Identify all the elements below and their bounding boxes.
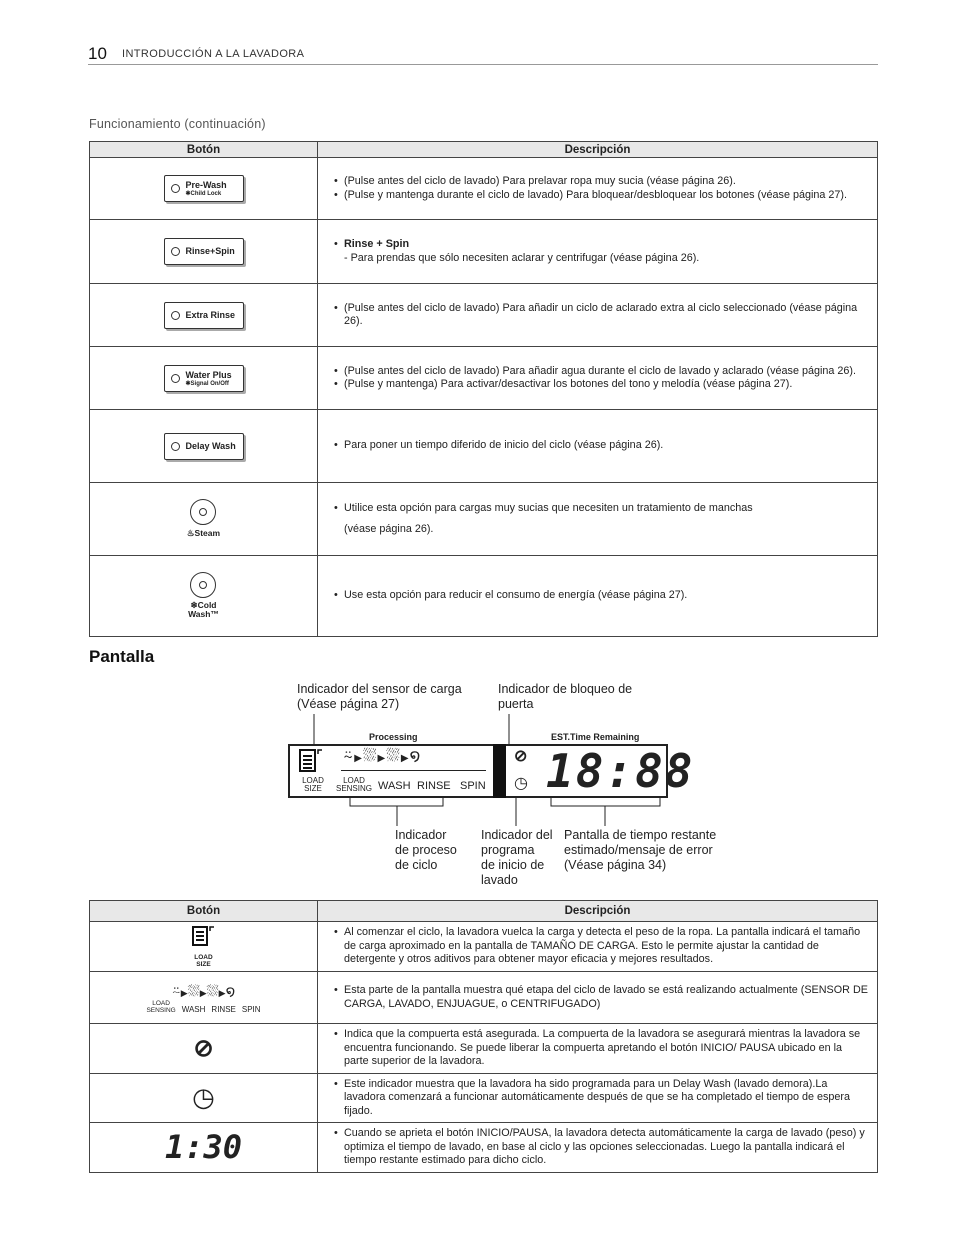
desc-text: Este indicador muestra que la lavadora ha sido programada para un Delay Wash (lavado demora).La lavadora comenzará a funcionar automáticamente después de que se ha completado el tiempo de espera fijado. bbox=[344, 1077, 850, 1117]
arrow-icon: ▶ bbox=[199, 987, 207, 998]
round-button-icon bbox=[190, 572, 216, 598]
bullet-icon: • bbox=[334, 1028, 338, 1040]
callout-program bbox=[481, 828, 553, 888]
wash-icon: ⛆ bbox=[362, 746, 378, 765]
callout-text: de proceso bbox=[395, 843, 457, 857]
button-label: Rinse+Spin bbox=[185, 246, 235, 256]
callout-text: Indicador bbox=[395, 828, 447, 842]
table-row bbox=[90, 158, 878, 220]
label-text: LOAD bbox=[302, 776, 324, 785]
table-row bbox=[90, 922, 878, 972]
desc-title: Rinse + Spin bbox=[344, 238, 410, 250]
label-text: SENSING bbox=[146, 1006, 176, 1014]
callout-text: Indicador del sensor de carga bbox=[297, 682, 462, 696]
callout-door-lock bbox=[498, 682, 632, 712]
desc-text: Cuando se aprieta el botón INICIO/PAUSA, la lavadora detecta automáticamente la carga de lavado (peso) y optimiza el tiempo de lavado, en base al ciclo y las opciones seleccionadas. Luego la pantalla indicará el tiempo restante estimado para dicho ciclo. bbox=[344, 1127, 865, 1166]
table-row bbox=[90, 284, 878, 347]
col-button-header: Botón bbox=[90, 901, 318, 922]
bullet-icon: • bbox=[334, 188, 338, 201]
callout-text: puerta bbox=[498, 697, 534, 711]
table-row bbox=[90, 1123, 878, 1173]
cycle-underline bbox=[341, 770, 486, 771]
table-row bbox=[90, 483, 878, 556]
desc-text: (Pulse antes del ciclo de lavado) Para añadir un ciclo de aclarado extra al ciclo seleccionado (véase página 26). bbox=[344, 301, 858, 327]
desc-text: Al comenzar el ciclo, la lavadora vuelca la carga y detecta el peso de la ropa. La pantalla indicará el tamaño de carga aproximado en la pantalla de TAMAÑO DE CARGA. Esto le permite ajustar la cantidad de detergente y otros aditivos para obtener mayor eficacia y mejores resultados. bbox=[344, 926, 861, 966]
page-number: 10 bbox=[88, 44, 107, 63]
bullet-icon: • bbox=[334, 301, 338, 314]
buttons-table bbox=[89, 141, 878, 637]
rinse-icon: ⛆ bbox=[386, 746, 401, 765]
callout-text: estimado/mensaje de error bbox=[564, 843, 713, 857]
table-row bbox=[90, 347, 878, 410]
time-display: 1:30 bbox=[164, 1128, 243, 1167]
load-size-icon bbox=[191, 925, 217, 951]
cycle-icons bbox=[343, 746, 421, 766]
label-text: LOAD bbox=[194, 954, 213, 961]
spin-label: SPIN bbox=[241, 1004, 261, 1014]
load-size-label bbox=[300, 777, 326, 793]
label-text: LOAD bbox=[152, 999, 170, 1007]
time-display: 18:88 bbox=[546, 744, 695, 798]
spin-icon: ໑ bbox=[409, 746, 422, 765]
water-plus-button bbox=[164, 365, 244, 392]
col-desc-header: Descripción bbox=[318, 901, 878, 922]
desc-text: (Pulse antes del ciclo de lavado) Para prelavar ropa muy sucia (véase página 26). bbox=[344, 175, 736, 187]
desc-text: Indica que la compuerta está asegurada. La compuerta de la lavadora se asegurará mientras la lavadora se encuentra funcionando. Se puede liberar la compuerta apretando el botón INICIO/ PAUSA ubicado en la parte superior de la lavadora. bbox=[344, 1028, 861, 1067]
table-row bbox=[90, 220, 878, 284]
wash-label: WASH bbox=[181, 1004, 206, 1014]
door-lock-icon: ⊘ bbox=[193, 1034, 214, 1062]
steam-icon: ♨ bbox=[186, 528, 195, 538]
table-caption: Funcionamiento (continuación) bbox=[89, 117, 266, 131]
table-row bbox=[90, 556, 878, 637]
spin-label: SPIN bbox=[460, 780, 486, 792]
col-button-header: Botón bbox=[90, 142, 318, 158]
load-sensing-icon: ⍨ bbox=[343, 746, 355, 765]
button-label: Pre-Wash bbox=[185, 180, 227, 190]
rinse-spin-button bbox=[164, 238, 244, 265]
section-title: INTRODUCCIÓN A LA LAVADORA bbox=[122, 48, 305, 60]
button-sublabel: ✱Signal On/Off bbox=[185, 380, 229, 387]
header-rule bbox=[88, 64, 878, 65]
callout-text: programa bbox=[481, 843, 535, 857]
callout-text: (Véase página 27) bbox=[297, 697, 400, 711]
bullet-icon: • bbox=[334, 378, 338, 390]
bullet-icon: • bbox=[334, 238, 338, 250]
delay-clock-icon: ◷ bbox=[192, 1082, 215, 1113]
callout-text: (Véase página 34) bbox=[564, 858, 667, 872]
section-heading: Pantalla bbox=[89, 647, 155, 666]
load-sensing-icon: ⍨ bbox=[171, 982, 181, 1000]
desc-text: (Pulse antes del ciclo de lavado) Para añadir agua durante el ciclo de lavado y aclarado (véase página 26). bbox=[344, 364, 856, 377]
arrow-icon: ▶ bbox=[377, 753, 387, 764]
label-text: SIZE bbox=[196, 961, 211, 968]
table-header-row bbox=[90, 142, 878, 158]
button-label: Cold bbox=[197, 600, 217, 610]
wash-label: WASH bbox=[378, 780, 411, 792]
button-label: Extra Rinse bbox=[185, 309, 236, 320]
callout-process bbox=[395, 828, 457, 873]
desc-text: (Pulse y mantenga durante el ciclo de lavado) Para bloquear/desbloquear los botones (véase página 27). bbox=[344, 188, 847, 201]
arrow-icon: ▶ bbox=[354, 753, 363, 764]
bullet-icon: • bbox=[334, 589, 338, 602]
bullet-icon: • bbox=[334, 926, 338, 939]
desc-text: - Para prendas que sólo necesiten aclarar y centrifugar (véase página 26). bbox=[344, 251, 700, 264]
button-label: Steam bbox=[194, 528, 221, 538]
table-row bbox=[90, 1024, 878, 1074]
cycle-icons bbox=[90, 982, 317, 1000]
door-lock-icon: ⊘ bbox=[514, 748, 528, 765]
rinse-label: RINSE bbox=[417, 780, 451, 792]
rinse-icon: ⛆ bbox=[206, 982, 219, 1000]
wash-icon: ⛆ bbox=[187, 982, 200, 1000]
desc-text: Esta parte de la pantalla muestra qué etapa del ciclo de lavado se está realizando actualmente (SENSOR DE CARGA, LAVADO, ENJUAGUE, o CENTRIFUGADO) bbox=[344, 984, 868, 1010]
callout-text: de ciclo bbox=[395, 858, 438, 872]
arrow-icon: ▶ bbox=[218, 987, 226, 998]
pre-wash-button bbox=[164, 175, 244, 202]
est-time-label: EST.Time Remaining bbox=[551, 732, 640, 742]
table-row bbox=[90, 972, 878, 1024]
callout-load-sensor bbox=[297, 682, 462, 712]
label-text: SENSING bbox=[335, 784, 372, 793]
indicator-circle-icon bbox=[171, 247, 180, 256]
button-label: Water Plus bbox=[185, 369, 232, 380]
snowflake-icon: ❄ bbox=[190, 600, 198, 610]
bullet-icon: • bbox=[334, 1127, 338, 1139]
desc-text: (véase página 26). bbox=[344, 523, 434, 535]
arrow-icon: ▶ bbox=[400, 753, 410, 764]
desc-text: Utilice esta opción para cargas muy sucias que necesiten un tratamiento de manchas bbox=[344, 501, 753, 514]
button-label: Wash™ bbox=[188, 609, 219, 619]
callout-text: Pantalla de tiempo restante bbox=[564, 828, 717, 842]
callout-text: Indicador de bloqueo de bbox=[498, 682, 633, 696]
cold-wash-button bbox=[188, 572, 219, 619]
load-size-icon bbox=[298, 748, 326, 774]
desc-text: Para poner un tiempo diferido de inicio del ciclo (véase página 26). bbox=[344, 439, 664, 452]
desc-text: (Pulse y mantenga) Para activar/desactivar los botones del tono y melodía (véase página 27). bbox=[344, 378, 793, 390]
table-header-row bbox=[90, 901, 878, 922]
callout-text: lavado bbox=[481, 873, 518, 887]
button-label: Delay Wash bbox=[185, 440, 236, 451]
delay-wash-button bbox=[164, 433, 244, 460]
steam-button bbox=[187, 499, 220, 539]
display-divider bbox=[493, 744, 506, 798]
desc-text: Use esta opción para reducir el consumo de energía (véase página 27). bbox=[344, 589, 688, 602]
rinse-label: RINSE bbox=[211, 1004, 236, 1014]
label-text: LOAD bbox=[343, 776, 365, 785]
arrow-icon: ▶ bbox=[180, 987, 188, 998]
indicator-circle-icon bbox=[171, 311, 180, 320]
bullet-icon: • bbox=[334, 501, 338, 514]
label-text: SIZE bbox=[304, 784, 322, 793]
bullet-icon: • bbox=[334, 175, 338, 187]
col-desc-header: Descripción bbox=[318, 142, 878, 158]
bullet-icon: • bbox=[334, 364, 338, 377]
processing-label: Processing bbox=[369, 732, 418, 742]
display-table bbox=[89, 900, 878, 1173]
spin-icon: ໑ bbox=[225, 982, 236, 1000]
button-sublabel: ✱Child Lock bbox=[185, 191, 222, 197]
table-row bbox=[90, 1073, 878, 1123]
callout-text: de inicio de bbox=[481, 858, 545, 872]
round-button-icon bbox=[190, 499, 216, 525]
callout-time bbox=[564, 828, 716, 873]
table-row bbox=[90, 410, 878, 483]
indicator-circle-icon bbox=[171, 442, 180, 451]
callout-text: Indicador del bbox=[481, 828, 553, 842]
indicator-circle-icon bbox=[171, 374, 180, 383]
bullet-icon: • bbox=[334, 984, 338, 996]
bullet-icon: • bbox=[334, 439, 338, 452]
extra-rinse-button bbox=[164, 302, 244, 329]
load-sensing-label bbox=[335, 777, 373, 793]
indicator-circle-icon bbox=[171, 184, 180, 193]
delay-clock-icon: ◷ bbox=[514, 775, 528, 792]
bullet-icon: • bbox=[334, 1077, 338, 1090]
